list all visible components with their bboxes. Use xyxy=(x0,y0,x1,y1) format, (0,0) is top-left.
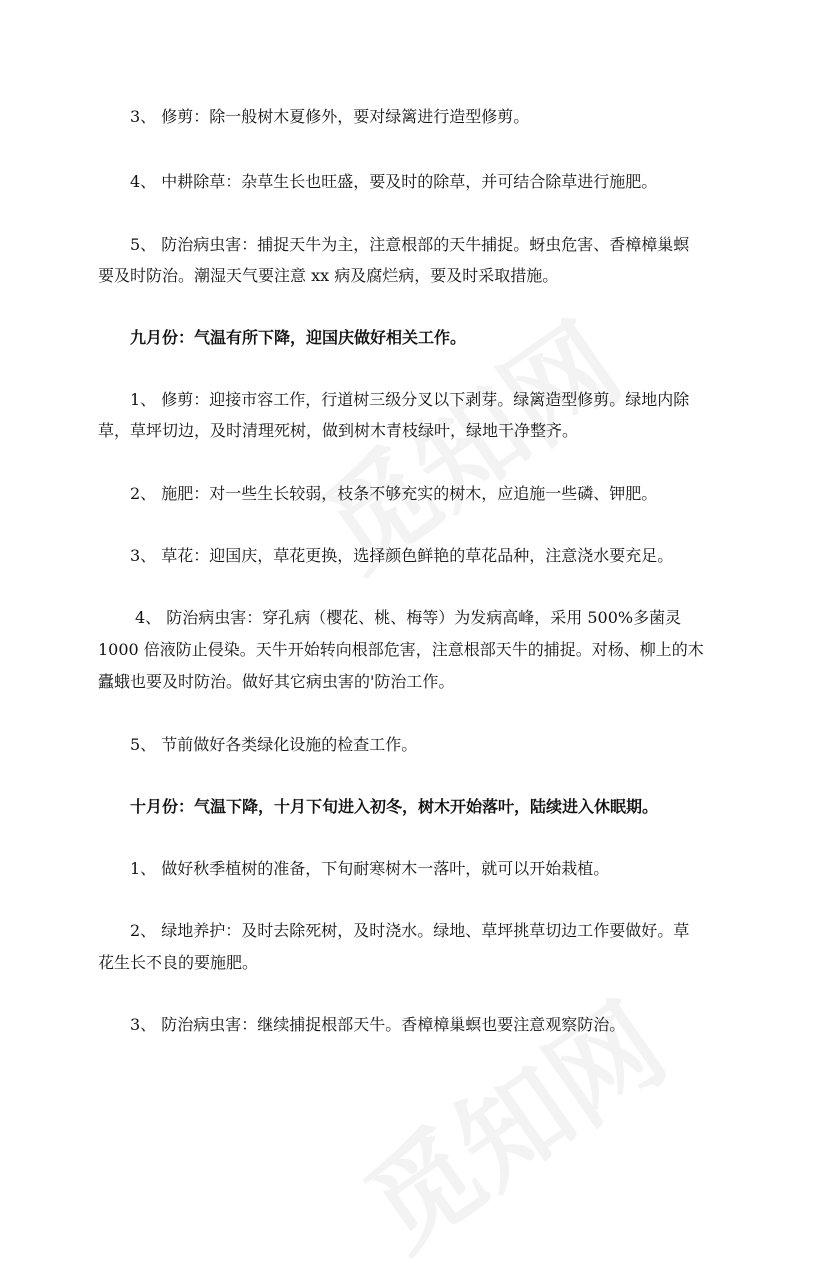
item-sep-5-inspection: 5、 节前做好各类绿化设施的检查工作。 xyxy=(130,735,418,754)
item-oct-2-maintenance-line1: 2、 绿地养护：及时去除死树，及时浇水。绿地、草坪挑草切边工作要做好。草 xyxy=(130,921,690,940)
item-oct-1-planting: 1、 做好秋季植树的准备，下旬耐寒树木一落叶，就可以开始栽植。 xyxy=(130,859,610,878)
item-sep-4-pest-control-line2: 1000 倍液防止侵染。天牛开始转向根部危害，注意根部天牛的捕捉。对杨、柳上的木 xyxy=(98,640,704,659)
item-sep-1-pruning-line1: 1、 修剪：迎接市容工作，行道树三级分叉以下剥芽。绿篱造型修剪。绿地内除 xyxy=(130,390,690,409)
item-sep-3-flowers: 3、 草花：迎国庆，草花更换，选择颜色鲜艳的草花品种，注意浇水要充足。 xyxy=(130,546,674,565)
item-sep-4-pest-control-line3: 蠹蛾也要及时防治。做好其它病虫害的'防治工作。 xyxy=(98,672,455,691)
item-june-5-pest-control-line1: 5、 防治病虫害：捕捉天牛为主，注意根部的天牛捕捉。蚜虫危害、香樟樟巢螟 xyxy=(130,235,690,254)
item-june-4-weeding: 4、 中耕除草：杂草生长也旺盛，要及时的除草，并可结合除草进行施肥。 xyxy=(130,172,658,191)
watermark-bottom xyxy=(330,961,691,1279)
item-sep-2-fertilizing: 2、 施肥：对一些生长较弱，枝条不够充实的树木，应追施一些磷、钾肥。 xyxy=(130,484,658,503)
item-oct-3-pest-control: 3、 防治病虫害：继续捕捉根部天牛。香樟樟巢螟也要注意观察防治。 xyxy=(130,1015,626,1034)
item-june-5-pest-control-line2: 要及时防治。潮湿天气要注意 xx 病及腐烂病，要及时采取措施。 xyxy=(98,266,559,285)
heading-october: 十月份：气温下降，十月下旬进入初冬，树木开始落叶，陆续进入休眠期。 xyxy=(130,797,659,816)
item-june-3-pruning: 3、 修剪：除一般树木夏修外，要对绿篱进行造型修剪。 xyxy=(130,107,530,126)
item-sep-1-pruning-line2: 草，草坪切边，及时清理死树，做到树木青枝绿叶，绿地干净整齐。 xyxy=(98,421,579,440)
item-sep-4-pest-control-line1: 4、 防治病虫害：穿孔病（樱花、桃、梅等）为发病高峰，采用 500%多菌灵 xyxy=(135,608,682,627)
heading-september: 九月份：气温有所下降，迎国庆做好相关工作。 xyxy=(130,328,467,347)
item-oct-2-maintenance-line2: 花生长不良的要施肥。 xyxy=(98,953,259,972)
